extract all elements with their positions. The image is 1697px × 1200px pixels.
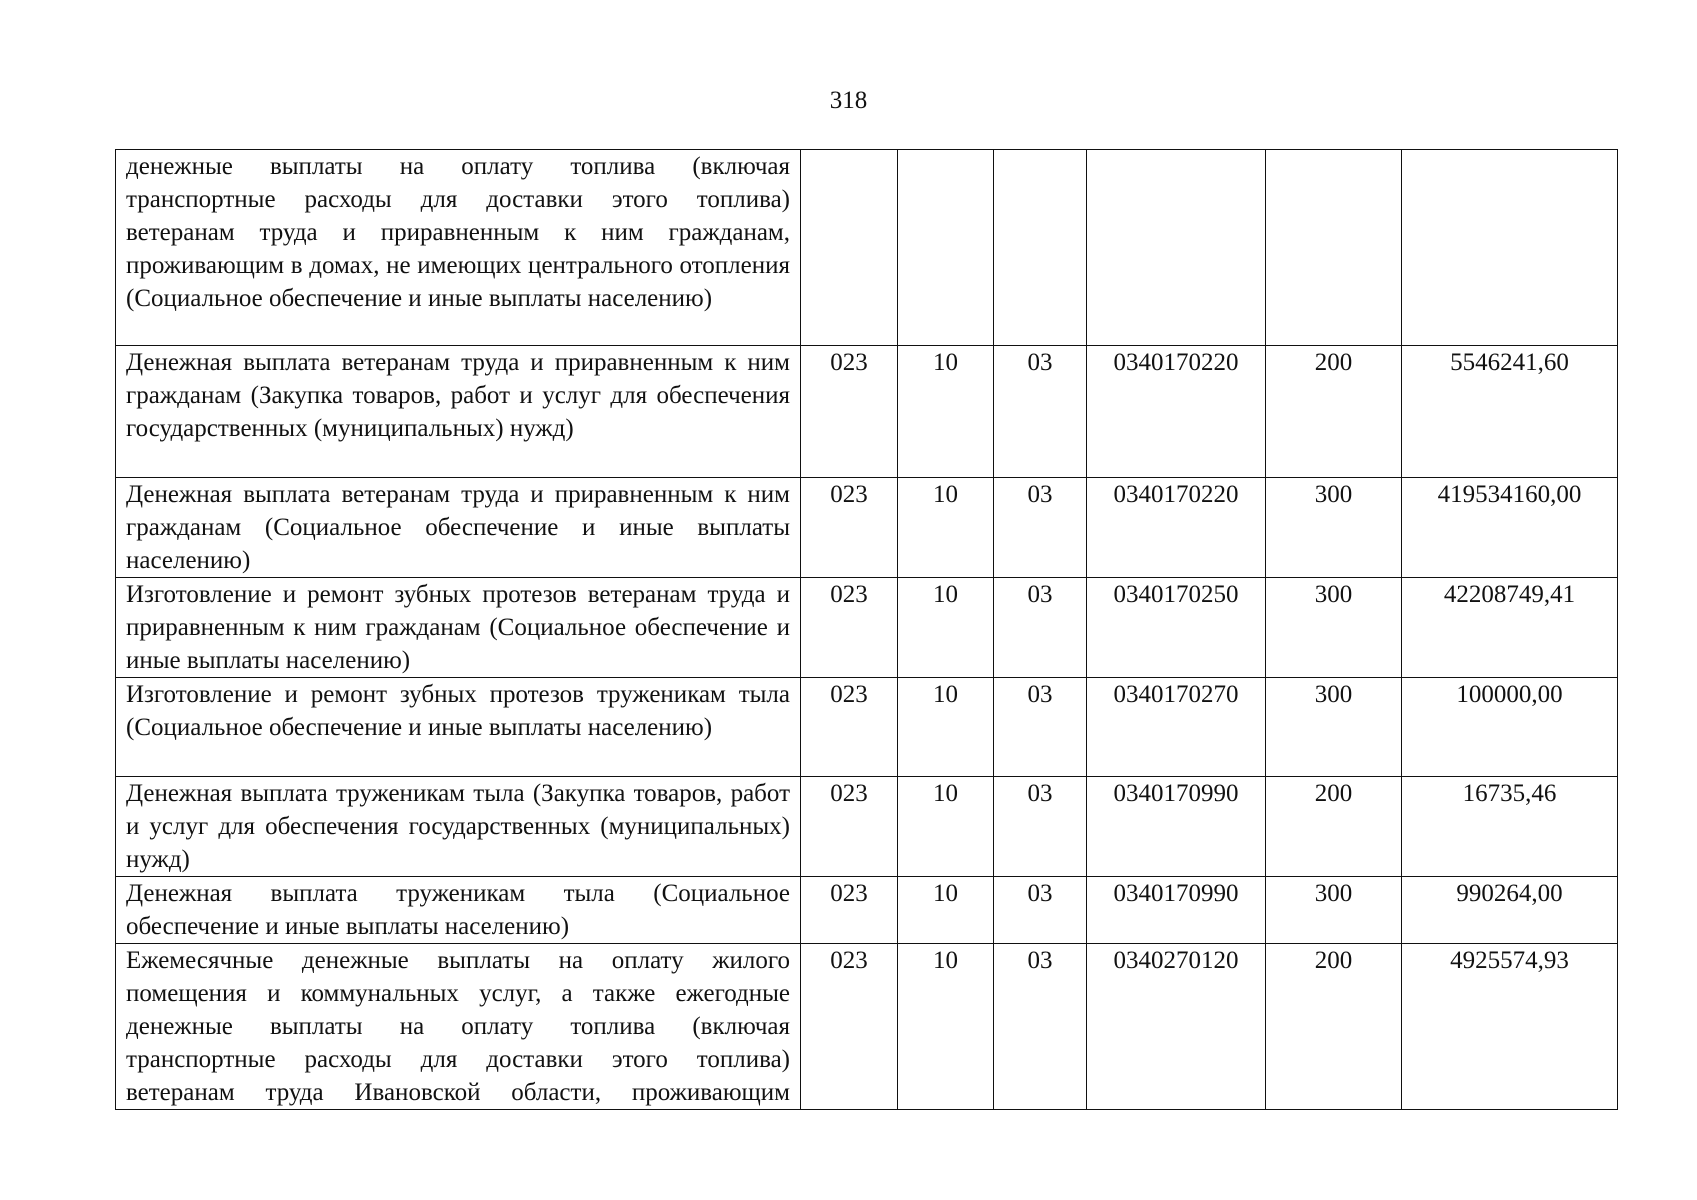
expense-type-code: 300 [1266, 578, 1402, 678]
amount: 100000,00 [1402, 678, 1618, 777]
expense-type-code: 300 [1266, 877, 1402, 944]
section-code: 10 [898, 678, 994, 777]
subsection-code: 03 [994, 944, 1087, 1110]
section-code: 10 [898, 944, 994, 1110]
expense-type-code: 200 [1266, 346, 1402, 478]
subsection-code: 03 [994, 777, 1087, 877]
expense-type-code: 200 [1266, 777, 1402, 877]
budget-table [115, 149, 1618, 1110]
table-row [116, 777, 1618, 877]
ministry-code: 023 [801, 346, 898, 478]
amount [1402, 150, 1618, 346]
expense-type-code: 300 [1266, 678, 1402, 777]
table-row [116, 877, 1618, 944]
ministry-code: 023 [801, 678, 898, 777]
ministry-code: 023 [801, 777, 898, 877]
target-article-code: 0340170990 [1087, 777, 1266, 877]
row-description: Денежная выплата ветеранам труда и приравненным к ним гражданам (Закупка товаров, работ и услуг для обеспечения государственных (муниципальных) нужд) [116, 346, 801, 478]
target-article-code: 0340170220 [1087, 478, 1266, 578]
target-article-code: 0340170990 [1087, 877, 1266, 944]
table-row [116, 346, 1618, 478]
target-article-code: 0340170250 [1087, 578, 1266, 678]
table-row [116, 478, 1618, 578]
section-code: 10 [898, 478, 994, 578]
row-description: Изготовление и ремонт зубных протезов труженикам тыла (Социальное обеспечение и иные выплаты населению) [116, 678, 801, 777]
subsection-code: 03 [994, 578, 1087, 678]
row-description: Денежная выплата труженикам тыла (Закупка товаров, работ и услуг для обеспечения государственных (муниципальных) нужд) [116, 777, 801, 877]
amount: 42208749,41 [1402, 578, 1618, 678]
table-row [116, 678, 1618, 777]
section-code: 10 [898, 877, 994, 944]
row-description: денежные выплаты на оплату топлива (включая транспортные расходы для доставки этого топлива) ветеранам труда и приравненным к ним гражданам, проживающим в домах, не имеющих центрального отопления (Социальное обеспечение и иные выплаты населению) [116, 150, 801, 346]
ministry-code: 023 [801, 478, 898, 578]
amount: 5546241,60 [1402, 346, 1618, 478]
subsection-code: 03 [994, 877, 1087, 944]
expense-type-code: 200 [1266, 944, 1402, 1110]
amount: 419534160,00 [1402, 478, 1618, 578]
target-article-code: 0340270120 [1087, 944, 1266, 1110]
ministry-code: 023 [801, 578, 898, 678]
subsection-code: 03 [994, 678, 1087, 777]
expense-type-code: 300 [1266, 478, 1402, 578]
section-code: 10 [898, 578, 994, 678]
section-code: 10 [898, 346, 994, 478]
subsection-code [994, 150, 1087, 346]
row-description: Ежемесячные денежные выплаты на оплату жилого помещения и коммунальных услуг, а также ежегодные денежные выплаты на оплату топлива (включая транспортные расходы для доставки этого топлива) ветеранам труда Ивановской области, проживающим [116, 944, 801, 1110]
ministry-code: 023 [801, 877, 898, 944]
section-code: 10 [898, 777, 994, 877]
amount: 16735,46 [1402, 777, 1618, 877]
ministry-code: 023 [801, 944, 898, 1110]
target-article-code: 0340170270 [1087, 678, 1266, 777]
table-row [116, 944, 1618, 1110]
subsection-code: 03 [994, 478, 1087, 578]
section-code [898, 150, 994, 346]
target-article-code: 0340170220 [1087, 346, 1266, 478]
page-number: 318 [829, 87, 868, 114]
expense-type-code [1266, 150, 1402, 346]
table-row [116, 578, 1618, 678]
row-description: Денежная выплата ветеранам труда и приравненным к ним гражданам (Социальное обеспечение и иные выплаты населению) [116, 478, 801, 578]
target-article-code [1087, 150, 1266, 346]
amount: 990264,00 [1402, 877, 1618, 944]
amount: 4925574,93 [1402, 944, 1618, 1110]
subsection-code: 03 [994, 346, 1087, 478]
row-description: Денежная выплата труженикам тыла (Социальное обеспечение и иные выплаты населению) [116, 877, 801, 944]
row-description: Изготовление и ремонт зубных протезов ветеранам труда и приравненным к ним гражданам (Социальное обеспечение и иные выплаты населению) [116, 578, 801, 678]
ministry-code [801, 150, 898, 346]
table-row [116, 150, 1618, 346]
